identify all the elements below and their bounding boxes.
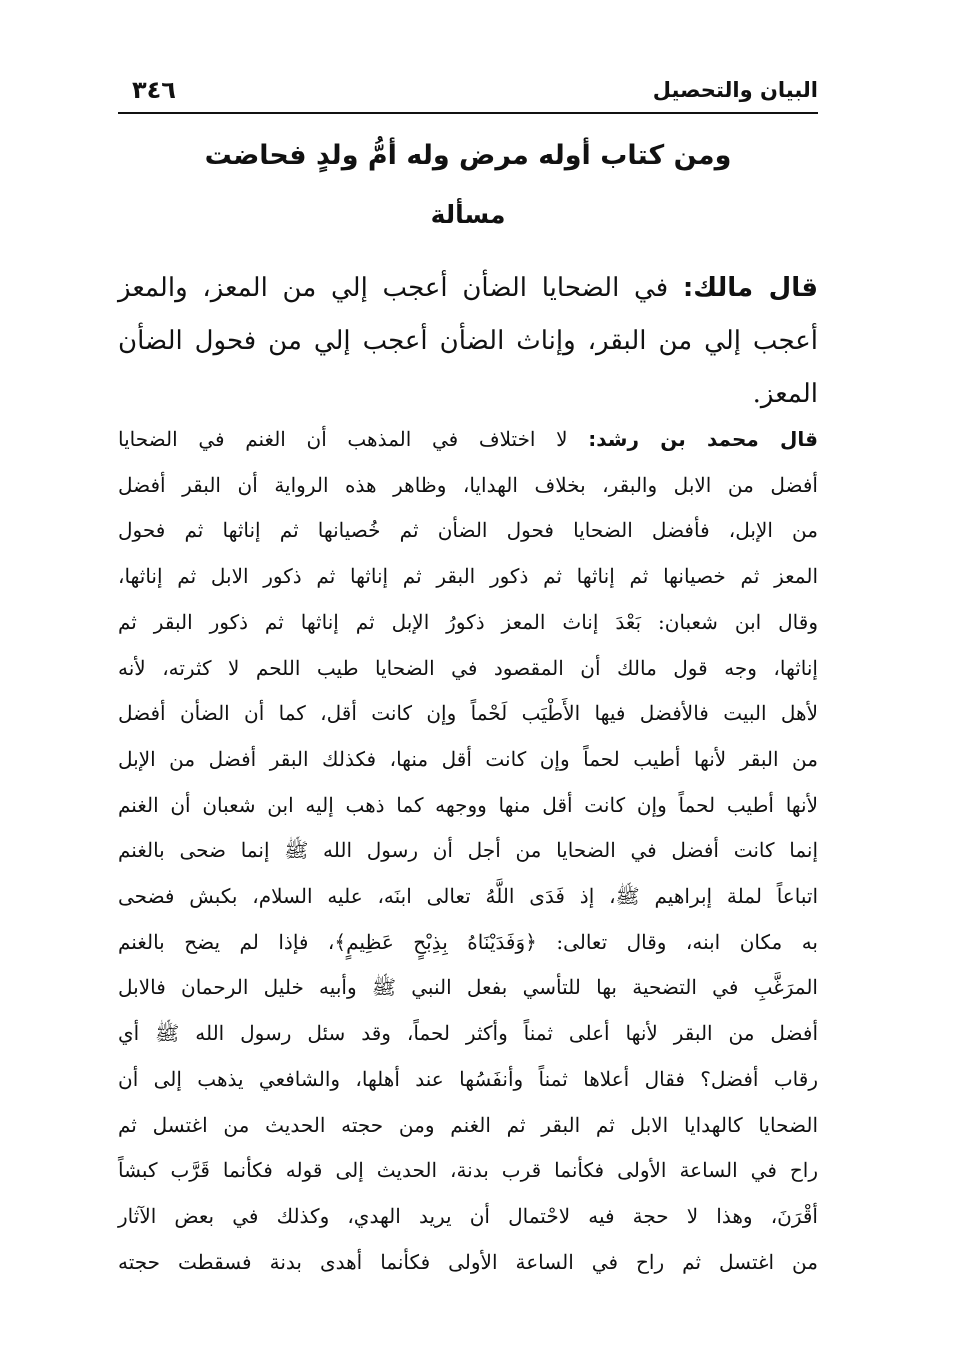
paragraph-ibn-rushd [118, 417, 818, 1285]
paragraph-malik [118, 262, 818, 421]
speaker-lead: قال محمد بن رشد: [588, 427, 818, 451]
text-line: إنما كانت أفضل في الضحايا من أجل أن رسول الله ﷺ إنما ضحى بالغنم [118, 838, 818, 863]
text-line: به مكان ابنه، وقال تعالى: ﴿وَفَدَيْنَاهُ بِذِبْحٍ عَظِيمٍ﴾، فإذا لم يضح بالغنم [118, 929, 818, 954]
speaker-lead: قال مالك: [682, 273, 818, 303]
text-line: أفضل من البقر لأنها أعلى ثمناً وأكثر لحماً، وقد سئل رسول الله ﷺ أي [118, 1021, 818, 1046]
book-title: البيان والتحصيل [652, 78, 818, 102]
text-line: أعجب إلي من البقر، وإناث الضأن أعجب إلي من فحول الضأن [118, 326, 818, 356]
text-line: وقال ابن شعبان: بَعْدَ إناث المعز ذكورُ الإبل ثم إناثها ثم ذكور البقر ثم [118, 609, 818, 634]
running-header [118, 74, 818, 114]
text-line: لأهل البيت فالأفضل فيها الأَطْيَب لَحْماً وإن كانت أقل، كما أن الضأن أفضل [118, 701, 818, 726]
text-line: من البقر لأنها أطيب لحماً وإن كانت أقل منها، فكذلك البقر أفضل من الإبل [118, 746, 818, 771]
text-line: أفضل من الابل والبقر، بخلاف الهدايا، وظاهر هذه الرواية أن البقر أفضل [118, 472, 818, 497]
text-line: من اغتسل ثم راح في الساعة الأولى فكأنما أهدى بدنة فسقطت حجته [118, 1249, 818, 1274]
text-line: قال مالك: في الضحايا الضأن أعجب إلي من المعز، والمعز [118, 273, 818, 303]
text-line: قال محمد بن رشد: لا اختلاف في المذهب أن الغنم في الضحايا [118, 427, 818, 451]
text-line: لأنها أطيب لحماً وإن كانت أقل منها ووجهه كما ذهب إليه ابن شعبان أن الغنم [118, 792, 818, 817]
text-line: المرَغَّبِ في التضحية بها للتأسي بفعل النبي ﷺ وأبيه خليل الرحمان فالابل [118, 975, 818, 1000]
section-title: مسألة [430, 200, 506, 229]
text-line: المعز. [752, 379, 818, 409]
chapter-title: ومن كتاب أوله مرض وله أمُّ ولدٍ فحاضت [204, 140, 732, 171]
page-number: ٣٤٦ [132, 76, 176, 104]
text-line: من الإبل، فأفضل الضحايا فحول الضأن ثم خُصيانها ثم إناثها ثم فحول [118, 518, 818, 543]
text-line: راح في الساعة الأولى فكأنما قرب بدنة، الحديث إلى قوله فكأنما قَرَّب كبشاً [118, 1158, 818, 1183]
text-line: اتباعاً لملة إبراهيم ﷺ، إذ فَدَى اللَّهُ تعالى ابنَه، عليه السلام، بكبش فضحى [118, 884, 818, 909]
text-line: إناثها، وجه قول مالك أن المقصود في الضحايا طيب اللحم لا كثرته، لأنه [118, 655, 818, 680]
text-line: أقْرَنَ، وهذا لا حجة فيه لاحْتمال أن يريد الهدي، وكذلك في بعض الآثار [118, 1203, 818, 1228]
text-line: المعز ثم خصيانها ثم إناثها ثم ذكور البقر ثم إناثها ثم ذكور الابل ثم إناثها، [118, 564, 818, 589]
text-line: الضحايا كالهدايا الابل ثم البقر ثم الغنم ومن حجته الحديث من اغتسل ثم [118, 1112, 818, 1137]
text-line: رقاب أفضل؟ فقال أعلاها ثمناً وأنفَسُها عند أهلها، والشافعي يذهب إلى أن [118, 1066, 818, 1091]
